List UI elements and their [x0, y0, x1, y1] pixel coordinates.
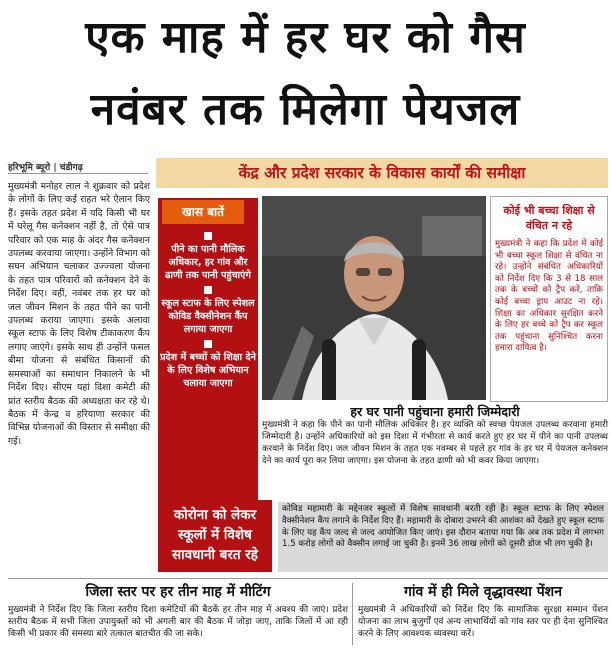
- bullet-icon: [204, 232, 212, 240]
- headline-line-1: एक माह में हर घर को गैस: [85, 12, 526, 63]
- bullet-icon: [204, 286, 212, 294]
- chief-minister-photo: [262, 196, 486, 400]
- photo-illustration: [262, 196, 486, 400]
- key-point: पीने का पानी मौलिक अधिकार, हर गांव और ढाणी तक पानी पहुंचाएंगे: [165, 244, 251, 281]
- bullet-icon: [204, 340, 212, 348]
- education-body: मुख्यमंत्री ने कहा कि प्रदेश में कोई भी बच्चा स्कूल शिक्षा से वंचित ना रहे। उन्होंने संबंधित अधिकारियों को निर्देश दिए कि 3 से 18 साल तक के बच्चों को ट्रैप करें, ताकि कोई बच्चा ड्राप आउट ना रहे। शिक्षा का अधिकार सुरक्षित करने के लिए हर बच्चे को ट्रैप कर स्कूल तक पहुंचाना सुनिश्चित करना हमारा दायित्व है।: [495, 239, 603, 354]
- section-banner: केंद्र और प्रदेश सरकार के विकास कार्यों की समीक्षा: [156, 158, 608, 188]
- water-section-body: मुख्यमंत्री ने कहा कि पीने का पानी मौलिक अधिकार है। हर व्यक्ति को स्वच्छ पेयजल उपलब्ध करवाना हमारी जिम्मेदारी है। उन्होंने अधिकारियों को इस दिशा में गंभीरता से कार्य करते हुए हर घर में पीने का पानी उपलब्ध करवाने के निर्देश दिए। जल जीवन मिशन के तहत एक नवम्बर से पहले हर गांव के हर घर में पेयजल कनेक्शन देने का कार्य पूरा कर लिया जाएगा। इस योजना के तहत ढाणी को भी कवर किया जाएगा।: [262, 420, 608, 466]
- key-point: स्कूल स्टाफ के लिए स्पेशल कोविड वैक्सीनेशन कैंप लगाया जाएगा: [161, 298, 255, 335]
- headline-line-2: नवंबर तक मिलेगा पेयजल: [90, 84, 521, 135]
- corona-body: कोविड महामारी के मद्देनजर स्कूलों में विशेष सावधानी बरती रही है। स्कूल स्टाफ के लिए स्पेशल वैक्सीनेशन कैंप लगाने के निर्देश दिए हैं। महामारी के दोबारा उभरने की आशंका को देखते हुए स्कूल स्टाफ के लिए यह कैंप जल्द से जल्द आयोजित किए जाएं। इस दौरान बताया गया कि अब तक प्रदेश में लगभग 1.5 करोड़ लोगों को वैक्सीन लगाई जा चुकी है। इनमें 36 लाख लोगों को दूसरी डोज भी लग चुकी है।: [278, 502, 608, 572]
- column-divider: [352, 583, 353, 645]
- headline: [0, 0, 611, 156]
- key-point: प्रदेश में बच्चों को शिक्षा देने के लिए विशेष अभियान चलाया जाएगा: [160, 352, 256, 389]
- key-points-list: [160, 230, 256, 394]
- key-points-title: खास बातें: [162, 200, 244, 224]
- byline: हरिभूमि ब्यूरो | चंडीगढ़: [8, 160, 148, 174]
- pension-body: मुख्यमंत्री ने अधिकारियों को निर्देश दिए कि सामाजिक सुरक्षा सम्मान पेंशन योजना का लाभ बुजुर्गों एवं अन्य लाभार्थियों को गांव स्तर पर ही देना सुनिश्चित करने के लिए आवश्यक व्यवस्था करें।: [358, 605, 608, 640]
- water-section-title: हर घर पानी पहुंचाना हमारी जिम्मेदारी: [350, 404, 520, 419]
- district-meeting-title: जिला स्तर पर हर तीन माह में मीटिंग: [85, 584, 271, 600]
- education-sidebar: [490, 196, 608, 402]
- district-meeting-body: मुख्यमंत्री ने निर्देश दिए कि जिला स्तरीय दिशा कमेटियों की बैठकें हर तीन माह में अवश्य की जाएं। प्रदेश स्तरीय बैठक में सभी जिला उपायुक्तों को भी अगली बार की बैठक में जोड़ा जाए, ताकि जिलों में आ रही किसी भी प्रकार की समस्या बारे तत्काल बातचीत की जा सके।: [8, 605, 348, 640]
- corona-heading: कोरोना को लेकर स्कूलों में विशेष सावधानी बरत रहे: [158, 500, 272, 572]
- lead-article-text: मुख्यमंत्री मनोहर लाल ने शुक्रवार को प्रदेश के लोगों के लिए कई राहत भरे ऐलान किए हैं। इसके तहत प्रदेश में यदि किसी भी घर में घरेलू गैस कनेक्शन नहीं है, तो ऐसे पात्र परिवार को एक माह के अंदर गैस कनेक्शन उपलब्ध करवाया जाएगा। उन्होंने विभाग को सघन अभियान चलाकर उज्ज्वला योजना के तहत पात्र परिवारों को कनेक्शन देने के निर्देश दिए। वहीं, नवंबर तक हर घर को जल जीवन मिशन के तहत पीने का पानी उपलब्ध कराया जाएगा। इसके अलावा स्कूल स्टाफ के लिए विशेष टीकाकरण कैंप लगाए जाएंगे। इसके साथ ही उन्होंने फसल बीमा योजना से संबंधित किसानों की समस्याओं का समाधान निकालने के भी निर्देश दिए। सीएम यहां दिशा कमेटी की प्रांत स्तरीय बैठक की अध्यक्षता कर रहे थे। बैठक में केन्द्र व हरियाणा सरकार की विभिन्न योजनाओं की विस्तार से समीक्षा की गई।: [8, 181, 150, 447]
- divider: [8, 578, 608, 579]
- education-title: कोई भी बच्चा शिक्षा से वंचित न रहे: [503, 204, 595, 232]
- pension-title: गांव में ही मिले वृद्धावस्था पेंशन: [404, 584, 562, 600]
